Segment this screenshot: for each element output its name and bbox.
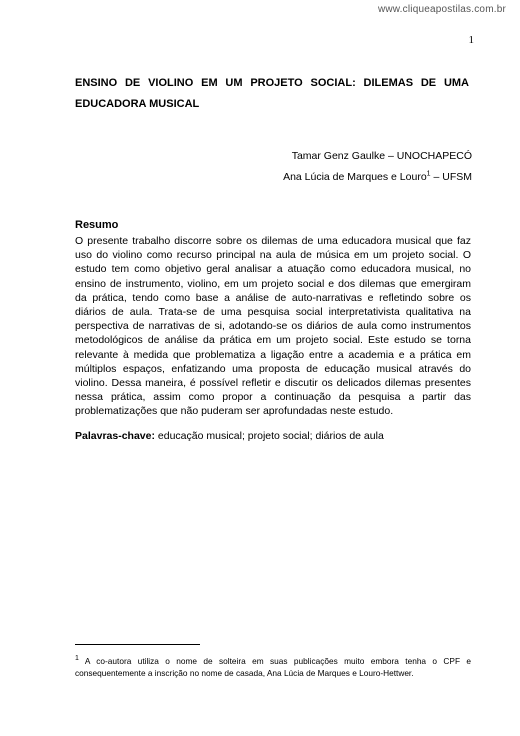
- author-line: [283, 146, 472, 167]
- footnote-separator: [75, 644, 200, 645]
- keywords-label: Palavras-chave:: [75, 430, 155, 442]
- author-name: Ana Lúcia de Marques e Louro: [283, 171, 427, 183]
- footnote-reference: 1: [426, 170, 431, 178]
- footnote: [75, 656, 471, 679]
- author-block: [283, 146, 472, 188]
- page-number: 1: [468, 34, 474, 46]
- author-affiliation: – UFSM: [430, 171, 472, 183]
- footnote-text: A co-autora utiliza o nome de solteira em suas publicações muito embora tenha o CPF e consequentemente a inscrição no nome de casada, Ana Lúcia de Marques e Louro-Hettwer.: [75, 656, 471, 678]
- paper-title: ENSINO DE VIOLINO EM UM PROJETO SOCIAL: DILEMAS DE UMA EDUCADORA MUSICAL: [75, 77, 469, 110]
- footnote-marker: 1: [75, 655, 79, 663]
- abstract-text: O presente trabalho discorre sobre os dilemas de uma educadora musical que faz uso do violino como recurso principal na aula de música em um projeto social. O estudo tem como objetivo geral analisar a atuação como educadora musical, no ensino de instrumento, violino, em um projeto social e dos dilemas que emergiram da prática, tendo como base a análise de auto-narrativas e refletindo sobre os diários de aula. Trata-se de uma pesquisa social interpretativista qualitativa na perspectiva de narrativas de si, adotando-se os diários de aula como instrumentos metodológicos de análise da prática em um projeto social. Este estudo se torna relevante à medida que problematiza a ligação entre a academia e a prática em múltiplos espaços, enfatizando uma proposta de educação musical através do violino. Dessa maneira, é possível refletir e discutir os delicados dilemas presentes nessa prática, assim como propor a continuação da pesquisa a partir das problematizações que não puderam ser aprofundadas neste estudo.: [75, 235, 471, 418]
- abstract-heading: Resumo: [75, 219, 119, 231]
- watermark-url: www.cliqueapostilas.com.br: [377, 4, 506, 15]
- keywords-line: [75, 430, 384, 442]
- keywords-text: educação musical; projeto social; diários de aula: [154, 430, 384, 442]
- author-line: [283, 167, 472, 188]
- author-name: Tamar Genz Gaulke – UNOCHAPECÓ: [291, 150, 472, 162]
